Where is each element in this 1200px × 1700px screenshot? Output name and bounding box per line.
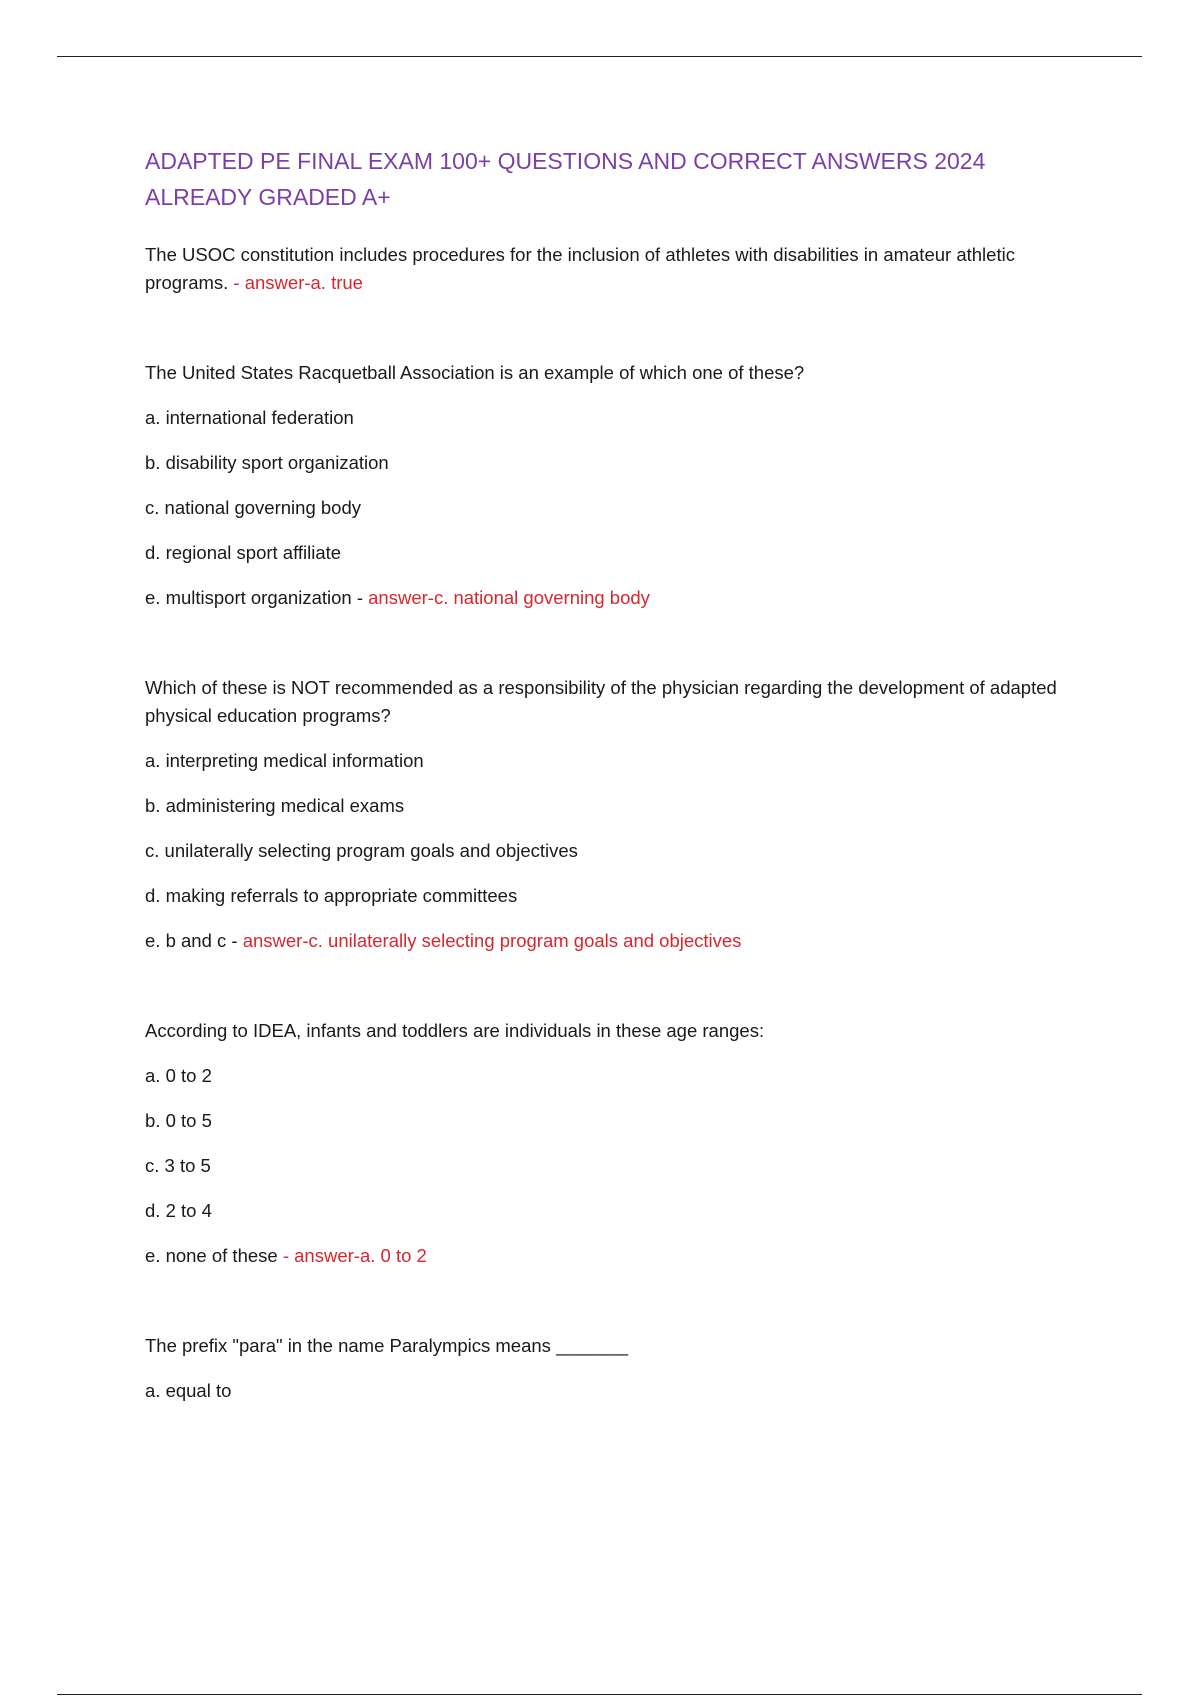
title-line-1: ADAPTED PE FINAL EXAM 100+ QUESTIONS AND CORRECT ANSWERS 2024 <box>145 148 986 174</box>
option-item: c. unilaterally selecting program goals and objectives <box>145 840 578 861</box>
title-line-2: ALREADY GRADED A+ <box>145 184 391 210</box>
option-item: b. 0 to 5 <box>145 1110 212 1131</box>
document-title <box>145 143 1080 215</box>
answer-text: answer-c. unilaterally selecting program goals and objectives <box>237 930 742 951</box>
footer-rule <box>57 1694 1142 1695</box>
question-block <box>145 1332 1080 1405</box>
question-text: According to IDEA, infants and toddlers are individuals in these age ranges: <box>145 1020 765 1041</box>
question-block <box>145 1017 1080 1270</box>
option-item: c. 3 to 5 <box>145 1155 211 1176</box>
document-body <box>145 143 1080 1405</box>
question-text: The USOC constitution includes procedures for the inclusion of athletes with disabilities in amateur athletic programs. - answer-a. true <box>145 244 1015 293</box>
option-item: a. equal to <box>145 1380 232 1401</box>
option-item: d. regional sport affiliate <box>145 542 342 563</box>
option-item: b. administering medical exams <box>145 795 405 816</box>
answer-text: - answer-a. 0 to 2 <box>277 1245 427 1266</box>
option-item: c. national governing body <box>145 497 361 518</box>
question-text: The prefix "para" in the name Paralympics means _______ <box>145 1335 629 1356</box>
option-item-last: e. none of these - answer-a. 0 to 2 <box>145 1245 427 1266</box>
header-rule <box>57 56 1142 57</box>
answer-text: - answer-a. true <box>228 272 363 293</box>
option-item: b. disability sport organization <box>145 452 389 473</box>
option-item: d. 2 to 4 <box>145 1200 212 1221</box>
question-text: Which of these is NOT recommended as a responsibility of the physician regarding the development of adapted physical education programs? <box>145 677 1057 726</box>
option-item: d. making referrals to appropriate committees <box>145 885 518 906</box>
option-item-last: e. b and c - answer-c. unilaterally selecting program goals and objectives <box>145 930 742 951</box>
question-block <box>145 674 1080 955</box>
option-item-last: e. multisport organization - answer-c. national governing body <box>145 587 650 608</box>
question-text: The United States Racquetball Association is an example of which one of these? <box>145 362 805 383</box>
option-item: a. interpreting medical information <box>145 750 424 771</box>
option-item: a. 0 to 2 <box>145 1065 212 1086</box>
question-block <box>145 359 1080 612</box>
answer-text: answer-c. national governing body <box>363 587 650 608</box>
question-block <box>145 241 1080 297</box>
option-item: a. international federation <box>145 407 354 428</box>
